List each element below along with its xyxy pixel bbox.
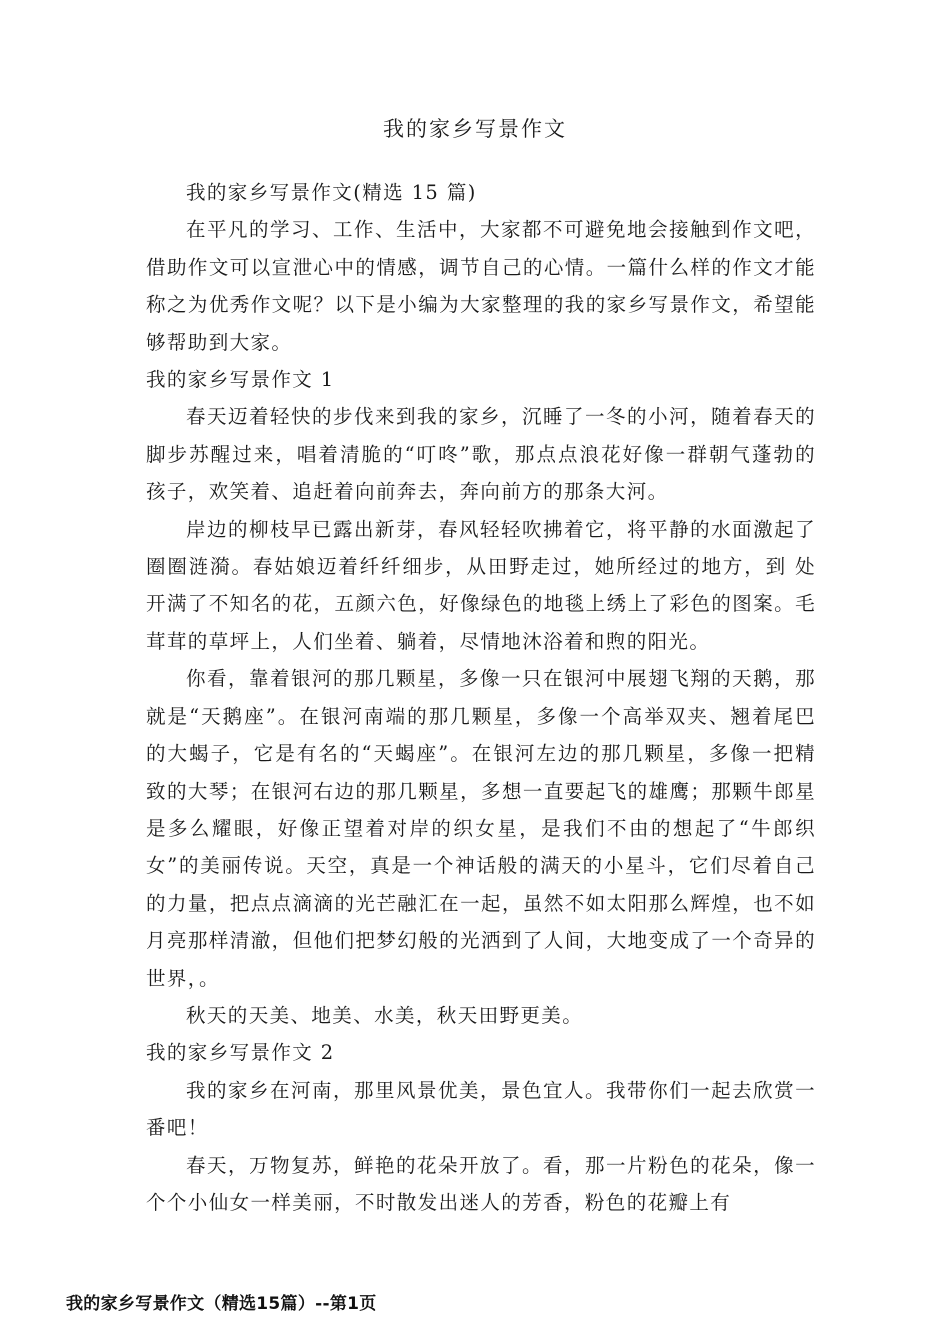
paragraph: 岸边的柳枝早已露出新芽，春风轻轻吹拂着它，将平静的水面激起了圈圈涟漪。春姑娘迈着纤纤细步，从田野走过，她所经过的地方，到 处开满了不知名的花，五颜六色，好像绿色的地毯上绣上了彩色的图案。毛茸茸的草坪上，人们坐着、躺着，尽情地沐浴着和煦的阳光。	[146, 517, 816, 653]
document-title: 我的家乡写景作文	[383, 117, 567, 141]
paragraph: 秋天的天美、地美、水美，秋天田野更美。	[186, 1003, 584, 1027]
paragraph: 春天迈着轻快的步伐来到我的家乡，沉睡了一冬的小河，随着春天的脚步苏醒过来，唱着清脆的“叮咚”歌，那点点浪花好像一群朝气蓬勃的孩子，欢笑着、追赶着向前奔去，奔向前方的那条大河。	[146, 405, 816, 504]
paragraph: 春天，万物复苏，鲜艳的花朵开放了。看，那一片粉色的花朵，像一个个小仙女一样美丽，不时散发出迷人的芳香，粉色的花瓣上有	[146, 1153, 816, 1214]
page-footer: 我的家乡写景作文（精选15篇）--第1页	[66, 1294, 377, 1314]
paragraph: 你看，靠着银河的那几颗星，多像一只在银河中展翅飞翔的天鹅，那就是“天鹅座”。在银河南端的那几颗星，多像一个高举双夹、翘着尾巴的大蝎子，它是有名的“天蝎座”。在银河左边的那几颗星，多像一把精致的大琴；在银河右边的那几颗星，多想一直要起飞的雄鹰；那颗牛郎星是多么耀眼，好像正望着对岸的织女星，是我们不由的想起了“牛郎织女”的美丽传说。天空，真是一个神话般的满天的小星斗，它们尽着自己的力量，把点点滴滴的光芒融汇在一起，虽然不如太阳那么辉煌，也不如月亮那样清澈，但他们把梦幻般的光洒到了人间，大地变成了一个奇异的世界，。	[146, 667, 816, 990]
subtitle-paragraph: 我的家乡写景作文(精选 15 篇)	[186, 181, 477, 204]
section-heading-2: 我的家乡写景作文 2	[146, 1041, 335, 1065]
document-body	[146, 174, 816, 1221]
section-heading-1: 我的家乡写景作文 1	[146, 368, 335, 392]
paragraph: 我的家乡在河南，那里风景优美，景色宜人。我带你们一起去欣赏一番吧！	[146, 1078, 816, 1140]
intro-paragraph: 在平凡的学习、工作、生活中，大家都不可避免地会接触到作文吧，借助作文可以宣泄心中的情感，调节自己的心情。一篇什么样的作文才能称之为优秀作文呢？以下是小编为大家整理的我的家乡写景作文，希望能够帮助到大家。	[146, 218, 816, 354]
